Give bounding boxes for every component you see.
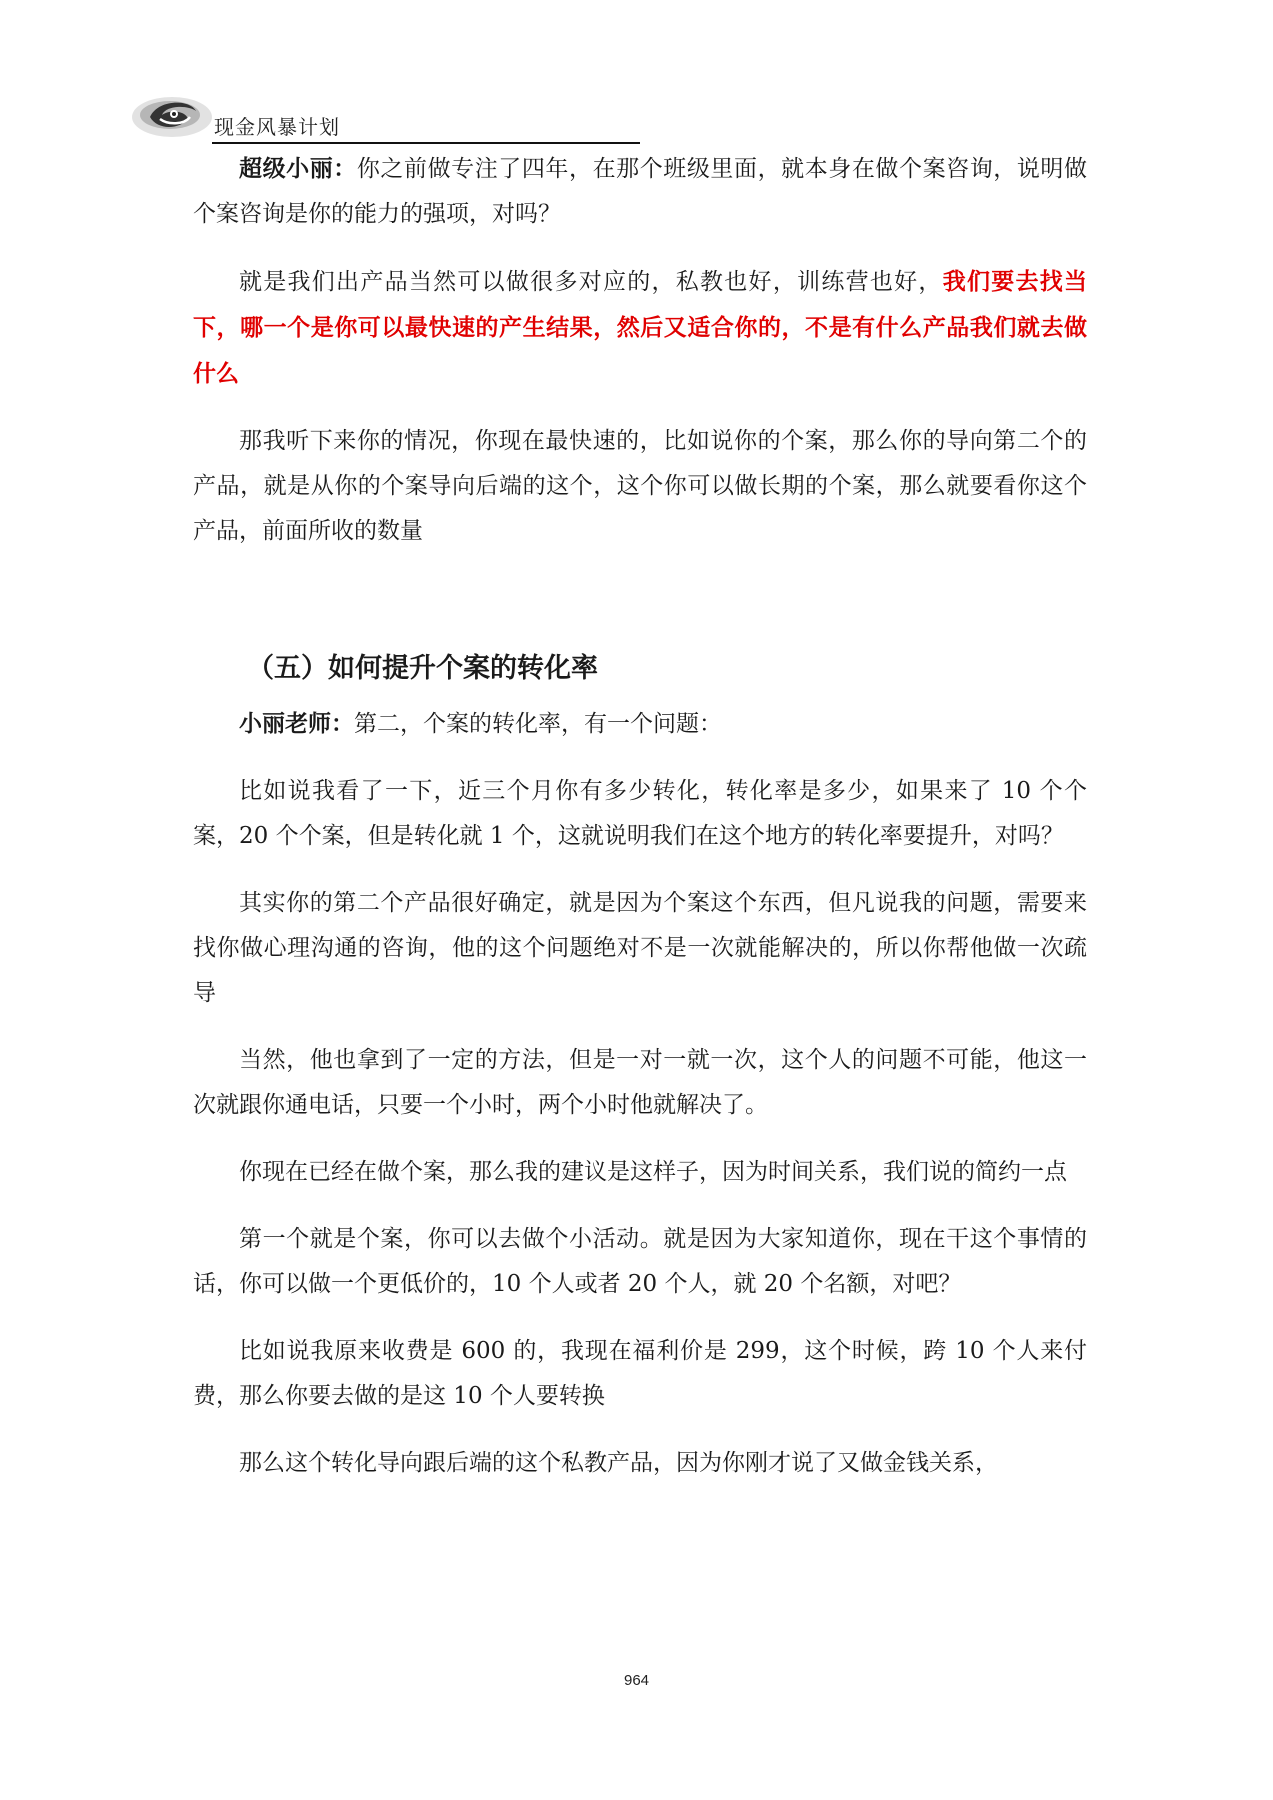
header-title: 现金风暴计划 xyxy=(214,115,340,139)
paragraph xyxy=(193,1150,1087,1195)
paragraph-text: 那我听下来你的情况，你现在最快速的，比如说你的个案，那么你的导向第二个的产品，就是从你的个案导向后端的这个，这个你可以做长期的个案，那么就要看你这个产品，前面所收的数量 xyxy=(193,428,1087,544)
paragraph xyxy=(193,419,1087,554)
speaker-label: 小丽老师： xyxy=(239,710,354,737)
paragraph xyxy=(193,701,1087,747)
paragraph xyxy=(193,259,1087,397)
speaker-label: 超级小丽： xyxy=(239,155,357,182)
paragraph xyxy=(193,1217,1087,1307)
document-body xyxy=(193,146,1087,1486)
paragraph xyxy=(193,1038,1087,1128)
header-divider xyxy=(212,142,640,144)
paragraph xyxy=(193,881,1087,1016)
paragraph-text: 第二，个案的转化率，有一个问题： xyxy=(354,711,722,737)
paragraph-text: 你之前做专注了四年，在那个班级里面，就本身在做个案咨询，说明做个案咨询是你的能力的强项，对吗？ xyxy=(193,156,1088,227)
paragraph xyxy=(193,1329,1087,1419)
paragraph xyxy=(193,1441,1087,1486)
paragraph-text: 比如说我看了一下，近三个月你有多少转化，转化率是多少，如果来了 10 个个案，20 个个案，但是转化就 1 个，这就说明我们在这个地方的转化率要提升，对吗？ xyxy=(193,778,1087,849)
paragraph-text: 比如说我原来收费是 600 的，我现在福利价是 299，这个时候，跨 10 个人来付费，那么你要去做的是这 10 个人要转换 xyxy=(193,1338,1087,1409)
paragraph-text: 那么这个转化导向跟后端的这个私教产品，因为你刚才说了又做金钱关系， xyxy=(239,1450,998,1476)
paragraph-text: 第一个就是个案，你可以去做个小活动。就是因为大家知道你，现在干这个事情的话，你可以做一个更低价的，10 个人或者 20 个人，就 20 个名额，对吧？ xyxy=(193,1226,1087,1297)
paragraph-text: 就是我们出产品当然可以做很多对应的，私教也好，训练营也好， xyxy=(239,269,943,295)
paragraph-text: 当然，他也拿到了一定的方法，但是一对一就一次，这个人的问题不可能，他这一次就跟你通电话，只要一个小时，两个小时他就解决了。 xyxy=(193,1047,1087,1118)
section-heading: （五）如何提升个案的转化率 xyxy=(247,653,598,684)
highlighted-text: 我们要去找当下，哪一个是你可以最快速的产生结果，然后又适合你的，不是有什么产品我们就去做什么 xyxy=(193,268,1088,387)
paragraph xyxy=(193,146,1087,237)
page-number: 964 xyxy=(623,1672,650,1689)
paragraph xyxy=(193,769,1087,859)
paragraph-text: 你现在已经在做个案，那么我的建议是这样子，因为时间关系，我们说的简约一点 xyxy=(239,1159,1067,1185)
page-header xyxy=(130,85,640,145)
paragraph-text: 其实你的第二个产品很好确定，就是因为个案这个东西，但凡说我的问题，需要来找你做心理沟通的咨询，他的这个问题绝对不是一次就能解决的，所以你帮他做一次疏导 xyxy=(193,890,1087,1006)
logo-swirl-icon xyxy=(130,85,220,145)
